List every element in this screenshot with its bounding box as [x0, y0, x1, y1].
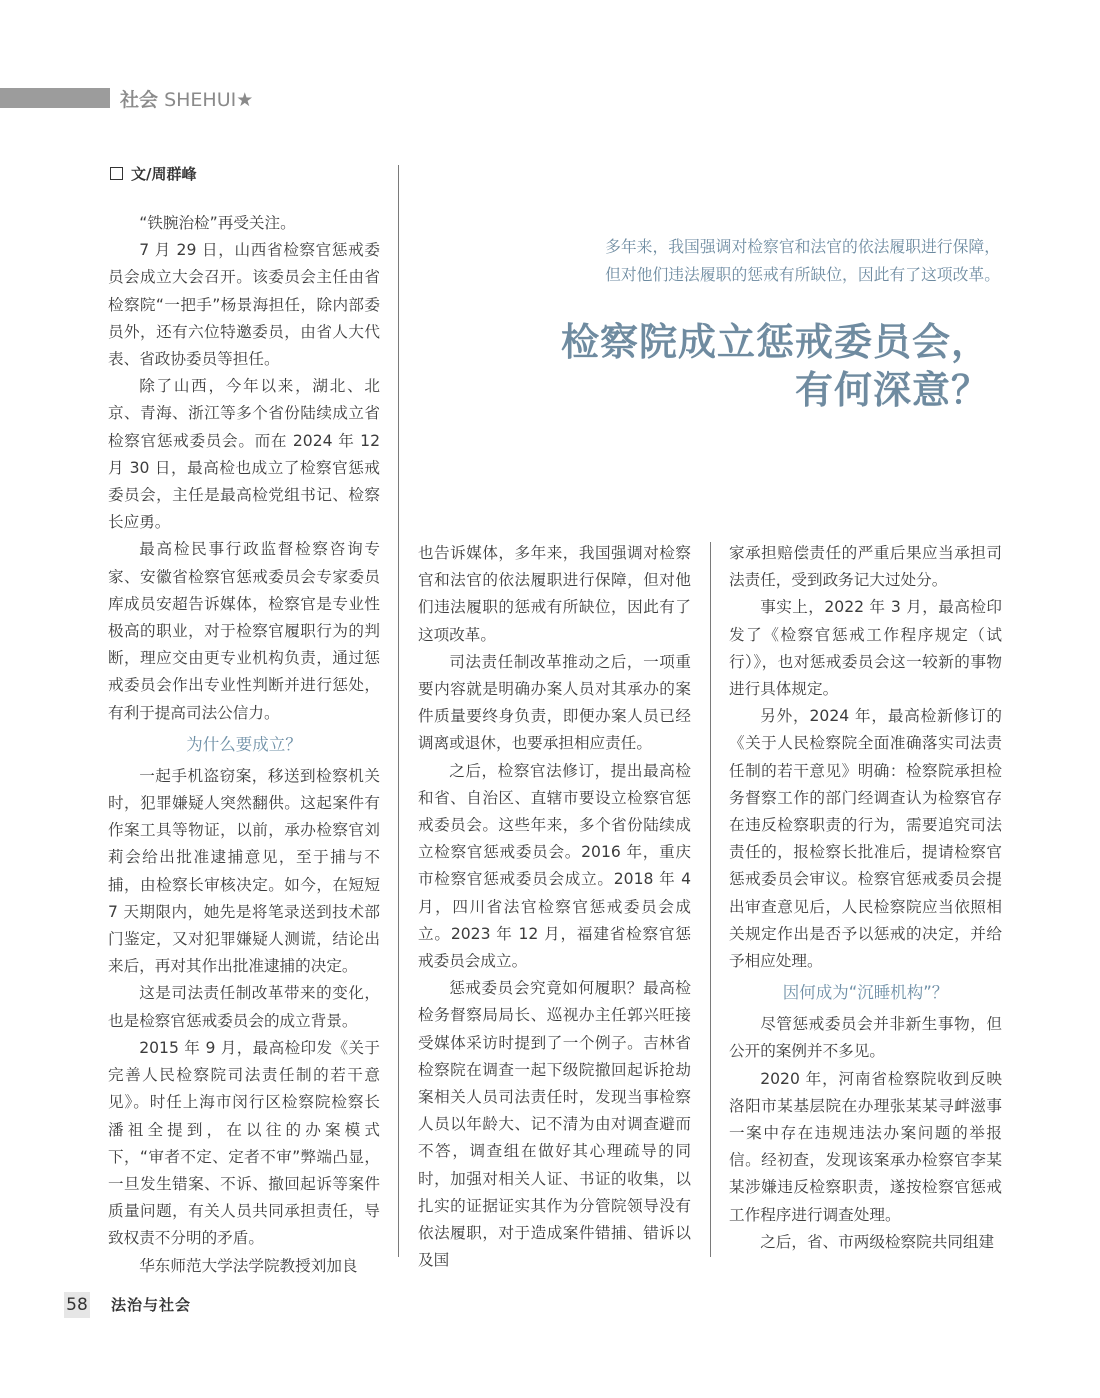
section-header: [120, 85, 253, 112]
subheading: 因何成为“沉睡机构”？: [782, 983, 949, 1003]
paragraph: 2020 年，河南省检察院收到反映洛阳市某基层院在办理张某某寻衅滋事一案中存在违规违法办案问题的举报信。经初查，发现该案承办检察官李某某涉嫌违反检察职责，遂按检察官惩戒工作程序进行调查处理。: [729, 1069, 1002, 1224]
paragraph-continued: 也告诉媒体，多年来，我国强调对检察官和法官的依法履职进行保障，但对他们违法履职的惩戒有所缺位，因此有了这项改革。: [418, 544, 691, 644]
subheading: 为什么要成立？: [186, 734, 302, 754]
paragraph: 一起手机盗窃案，移送到检察机关时，犯罪嫌疑人突然翻供。这起案件有作案工具等物证，以前，承办检察官刘莉会给出批准逮捕意见，至于捕与不捕，由检察长审核决定。如今，在短短 7 天期限内，她先是将笔录送到技术部门鉴定，又对犯罪嫌疑人测谎，结论出来后，再对其作出批准逮捕的决定。: [108, 766, 380, 976]
paragraph: 另外，2024 年，最高检新修订的《关于人民检察院全面准确落实司法责任制的若干意见》明确：检察院承担检务督察工作的部门经调查认为检察官存在违反检察职责的行为，需要追究司法责任的，报检察长批准后，提请检察官惩戒委员会审议。检察官惩戒委员会提出审查意见后，人民检察院应当依照相关规定作出是否予以惩戒的决定，并给予相应处理。: [729, 707, 1002, 971]
lede: [540, 233, 1000, 289]
square-icon: [110, 167, 123, 180]
headline-line-2: 有何深意？: [794, 368, 990, 412]
byline: [110, 163, 196, 184]
paragraph: 7 月 29 日，山西省检察官惩戒委员会成立大会召开。该委员会主任由省检察院“一把手”杨景海担任，除内部委员外，还有六位特邀委员，由省人大代表、省政协委员等担任。: [108, 241, 380, 369]
star-icon: ★: [236, 89, 254, 111]
article-column-1: [108, 210, 380, 1280]
section-name-en: SHEHUI: [164, 89, 237, 111]
lede-line: 多年来，我国强调对检察官和法官的依法履职进行保障，: [605, 237, 1000, 256]
paragraph: 最高检民事行政监督检察咨询专家、安徽省检察官惩戒委员会专家委员库成员安超告诉媒体，检察官是专业性极高的职业，对于检察官履职行为的判断，理应交由更专业机构负责，通过惩戒委员会作出专业性判断并进行惩处，有利于提高司法公信力。: [108, 540, 380, 722]
page-number: 58: [64, 1292, 90, 1318]
paragraph: 惩戒委员会究竟如何履职？最高检检务督察局局长、巡视办主任郭兴旺接受媒体采访时提到了一个例子。吉林省检察院在调查一起下级院撤回起诉抢劫案相关人员司法责任时，发现当事检察人员以年龄大、记不清为由对调查避而不答，调查组在做好其心理疏导的同时，加强对相关人证、书证的收集，以扎实的证据证实其作为分管院领导没有依法履职，对于造成案件错捕、错诉以及国: [418, 979, 691, 1270]
column-divider-left: [398, 165, 399, 1257]
magazine-name: 法治与社会: [111, 1296, 192, 1314]
paragraph: 之后，检察官法修订，提出最高检和省、自治区、直辖市要设立检察官惩戒委员会。这些年来，多个省份陆续成立检察官惩戒委员会。2016 年，重庆市检察官惩戒委员会成立。2018 年 4 月，四川省法官检察官惩戒委员会成立。2023 年 12 月，福建省检察官惩戒委员会成立。: [418, 761, 691, 971]
paragraph: 华东师范大学法学院教授刘加良: [139, 1256, 358, 1275]
paragraph: 尽管惩戒委员会并非新生事物，但公开的案例并不多见。: [729, 1015, 1002, 1061]
headline-line-1: 检察院成立惩戒委员会，: [560, 320, 990, 364]
article-column-2: [418, 540, 691, 1274]
paragraph: 除了山西，今年以来，湖北、北京、青海、浙江等多个省份陆续成立省检察官惩戒委员会。而在 2024 年 12 月 30 日，最高检也成立了检察官惩戒委员会，主任是最高检党组书记、检察长应勇。: [108, 377, 380, 532]
author: 文/周群峰: [131, 165, 197, 183]
paragraph: 2015 年 9 月，最高检印发《关于完善人民检察院司法责任制的若干意见》。时任上海市闵行区检察院检察长潘祖全提到，在以往的办案模式下，“审者不定、定者不审”弊端凸显，一旦发生错案、不诉、撤回起诉等案件质量问题，有关人员共同承担责任，导致权责不分明的矛盾。: [108, 1038, 380, 1248]
paragraph: “铁腕治检”再受关注。: [139, 214, 296, 232]
section-color-bar: [0, 88, 110, 108]
paragraph: 事实上，2022 年 3 月，最高检印发了《检察官惩戒工作程序规定（试行）》，也对惩戒委员会这一较新的事物进行具体规定。: [729, 598, 1002, 699]
lede-line: 但对他们违法履职的惩戒有所缺位，因此有了这项改革。: [605, 265, 1000, 284]
paragraph: 司法责任制改革推动之后，一项重要内容就是明确办案人员对其承办的案件质量要终身负责，即便办案人员已经调离或退休，也要承担相应责任。: [418, 652, 691, 753]
column-divider-right: [710, 542, 711, 1257]
article-column-3: [729, 540, 1002, 1256]
paragraph: 之后，省、市两级检察院共同组建: [760, 1232, 995, 1251]
paragraph-continued: 家承担赔偿责任的严重后果应当承担司法责任，受到政务记大过处分。: [729, 544, 1002, 590]
section-name-zh: 社会: [120, 89, 159, 111]
paragraph: 这是司法责任制改革带来的变化，也是检察官惩戒委员会的成立背景。: [108, 984, 380, 1030]
article-headline: [561, 318, 990, 414]
